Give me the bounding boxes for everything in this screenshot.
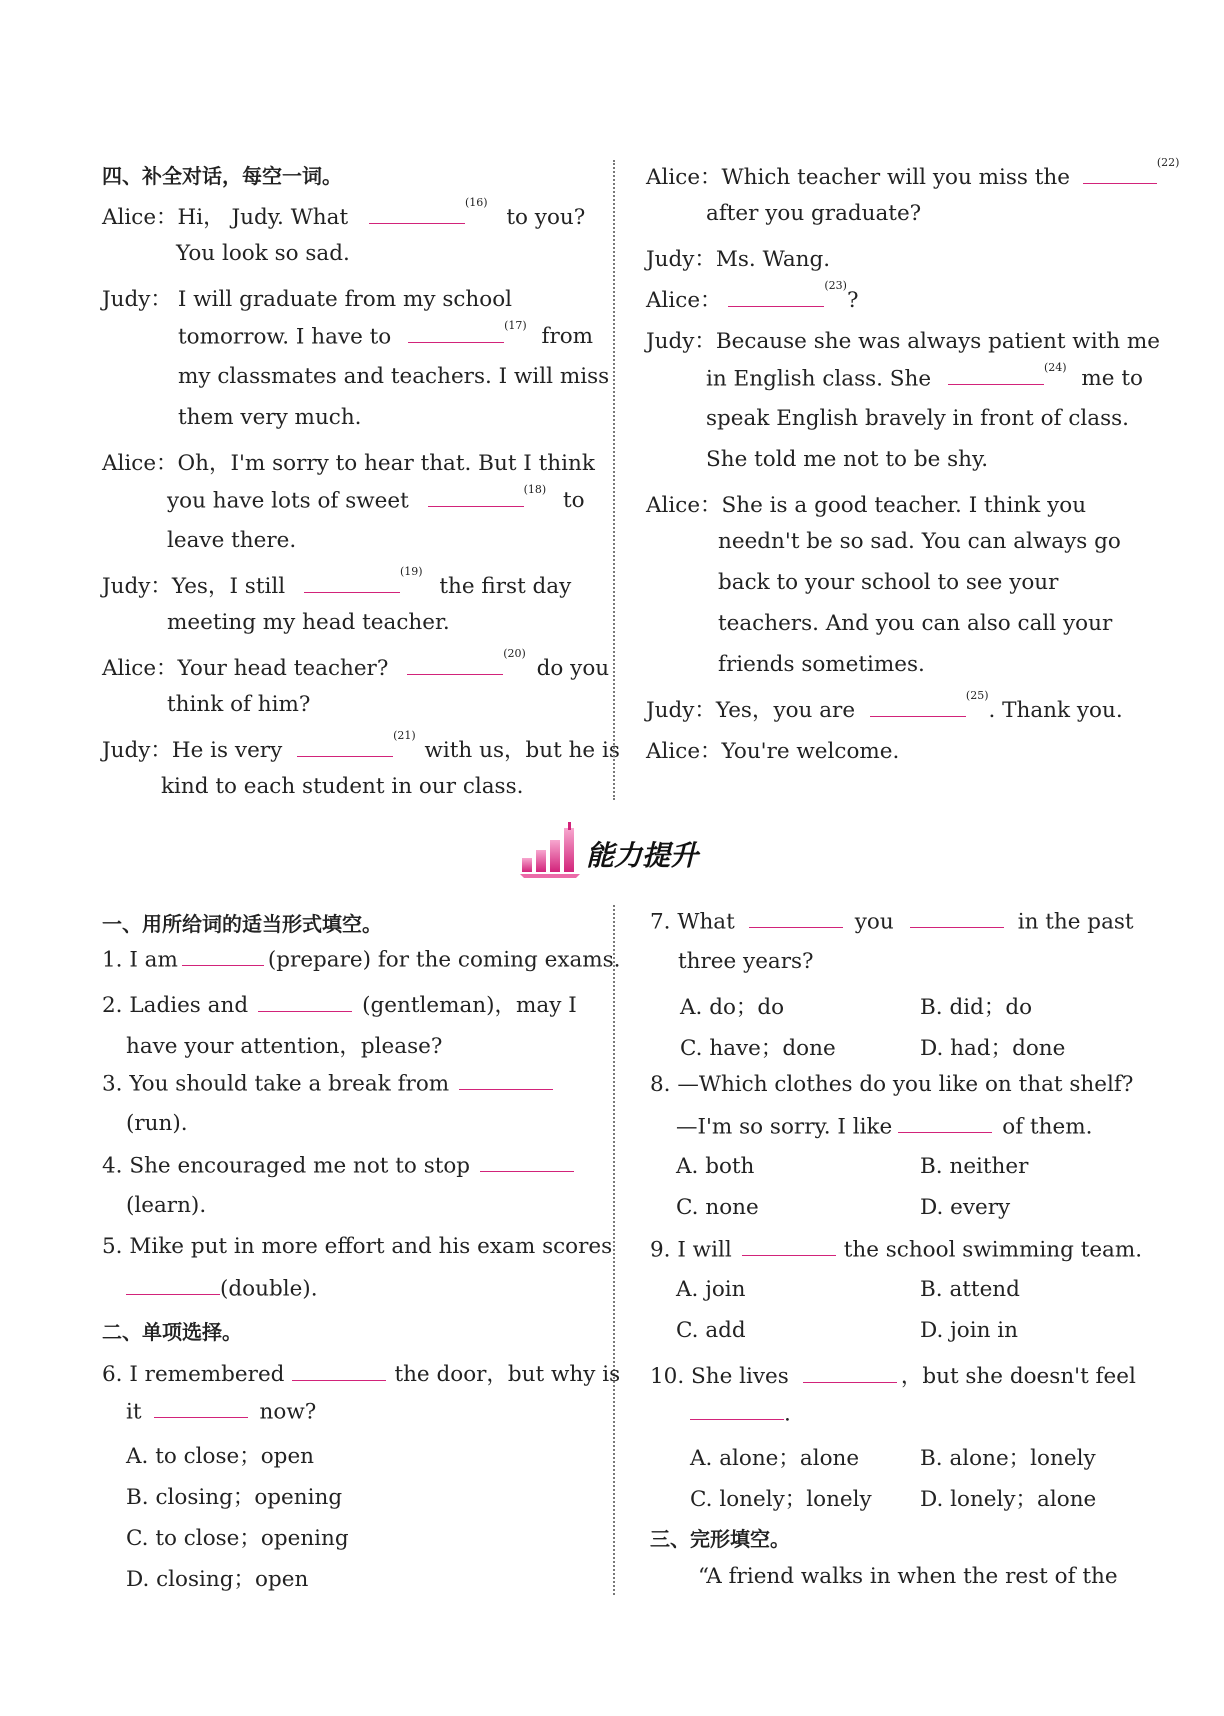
option-d[interactable]: D. closing；open: [126, 1567, 309, 1592]
option-b[interactable]: B. did；do: [920, 995, 1033, 1020]
answer-blank[interactable]: [690, 1400, 784, 1420]
answer-blank[interactable]: [154, 1398, 248, 1418]
question-8: 8. —Which clothes do you like on that shelf?: [650, 1072, 1134, 1097]
dialogue-line: needn't be so sad. You can always go: [718, 529, 1121, 554]
option-c[interactable]: C. none: [676, 1195, 759, 1220]
answer-blank-18[interactable]: [428, 487, 524, 507]
question-7: 7. What you in the past: [650, 909, 1134, 935]
question-3: 3. You should take a break from: [102, 1070, 553, 1096]
question-8-cont: —I'm so sorry. I like of them.: [676, 1114, 1093, 1140]
dialogue-line: Judy：Yes，I still $^{(19)}$ the first day: [102, 565, 572, 599]
answer-blank[interactable]: [258, 992, 352, 1012]
dialogue-line: Alice： $^{(23)}$?: [646, 279, 859, 313]
question-4-cont: (learn).: [126, 1193, 207, 1218]
option-c[interactable]: C. to close；opening: [126, 1526, 349, 1551]
answer-blank[interactable]: [742, 1236, 836, 1256]
answer-blank-21[interactable]: [297, 737, 393, 757]
answer-blank-17[interactable]: [408, 323, 504, 343]
column-divider-bottom: [613, 905, 615, 1595]
answer-blank[interactable]: [292, 1361, 386, 1381]
banner-title: 能力提升: [586, 839, 699, 872]
option-b[interactable]: B. alone；lonely: [920, 1446, 1096, 1471]
question-3-cont: (run).: [126, 1111, 188, 1136]
option-c[interactable]: C. lonely；lonely: [690, 1487, 872, 1512]
dialogue-line: after you graduate?: [706, 201, 922, 226]
question-1: 1. I am (prepare) for the coming exams.: [102, 947, 621, 973]
dialogue-line: you have lots of sweet $^{(18)}$ to: [167, 483, 585, 514]
dialogue-line: teachers. And you can also call your: [718, 611, 1113, 636]
option-a[interactable]: A. join: [676, 1277, 746, 1302]
question-7-cont: three years?: [678, 949, 814, 974]
question-2: 2. Ladies and (gentleman)，may I: [102, 993, 577, 1018]
part2-heading: 二、单项选择。: [102, 1320, 242, 1344]
dialogue-line: Alice：You're welcome.: [646, 739, 900, 764]
chart-logo-icon: [520, 822, 590, 878]
option-c[interactable]: C. add: [676, 1318, 746, 1343]
option-d[interactable]: D. every: [920, 1195, 1011, 1220]
question-9: 9. I will the school swimming team.: [650, 1237, 1143, 1263]
dialogue-line: think of him?: [167, 692, 311, 717]
option-b[interactable]: B. neither: [920, 1154, 1029, 1179]
answer-blank-22[interactable]: [1083, 164, 1157, 184]
answer-blank-19[interactable]: [304, 573, 400, 593]
option-c[interactable]: C. have；done: [680, 1036, 836, 1061]
dialogue-line: kind to each student in our class.: [161, 774, 524, 799]
answer-blank[interactable]: [182, 946, 264, 966]
option-d[interactable]: D. lonely；alone: [920, 1487, 1097, 1512]
option-b[interactable]: B. closing；opening: [126, 1485, 343, 1510]
question-10: 10. She lives ，but she doesn't feel: [650, 1364, 1136, 1389]
option-a[interactable]: A. do；do: [680, 995, 785, 1020]
option-a[interactable]: A. to close；open: [126, 1444, 315, 1469]
dialogue-line: friends sometimes.: [718, 652, 925, 677]
option-d[interactable]: D. had；done: [920, 1036, 1066, 1061]
dialogue-line: Alice：Oh，I'm sorry to hear that. But I think: [102, 451, 595, 476]
question-6-cont: it now?: [126, 1399, 317, 1425]
column-divider-top: [613, 160, 615, 800]
dialogue-line: You look so sad.: [176, 241, 350, 266]
answer-blank-24[interactable]: [948, 365, 1044, 385]
dialogue-line: back to your school to see your: [718, 570, 1059, 595]
cloze-paragraph: “A friend walks in when the rest of the: [698, 1564, 1118, 1589]
answer-blank-23[interactable]: [728, 287, 824, 307]
answer-blank[interactable]: [803, 1363, 897, 1383]
option-a[interactable]: A. both: [676, 1154, 755, 1179]
dialogue-line: Alice：She is a good teacher. I think you: [646, 493, 1087, 518]
answer-blank[interactable]: [898, 1113, 992, 1133]
answer-blank[interactable]: [480, 1152, 574, 1172]
dialogue-line: Judy：Ms. Wang.: [646, 247, 831, 272]
option-d[interactable]: D. join in: [920, 1318, 1019, 1343]
answer-blank[interactable]: [126, 1275, 220, 1295]
dialogue-line: Alice：Hi， Judy. What $^{(16)}$ to you?: [102, 196, 586, 230]
dialogue-line: Judy：He is very $^{(21)}$ with us，but he is: [102, 729, 620, 763]
dialogue-line: She told me not to be shy.: [706, 447, 989, 472]
question-10-cont: .: [690, 1400, 791, 1426]
answer-blank[interactable]: [910, 908, 1004, 928]
question-5-cont: (double).: [126, 1275, 318, 1301]
option-b[interactable]: B. attend: [920, 1277, 1020, 1302]
dialogue-line: my classmates and teachers. I will miss: [178, 364, 610, 389]
question-2-cont: have your attention，please?: [126, 1034, 443, 1059]
dialogue-line: leave there.: [167, 528, 297, 553]
part3-heading: 三、完形填空。: [650, 1527, 790, 1551]
question-6: 6. I remembered the door，but why is: [102, 1362, 621, 1387]
answer-blank[interactable]: [749, 908, 843, 928]
dialogue-line: Judy：Because she was always patient with me: [646, 329, 1161, 354]
dialogue-line: in English class. She $^{(24)}$ me to: [706, 361, 1143, 392]
dialogue-line: tomorrow. I have to $^{(17)}$ from: [178, 319, 594, 350]
part1-heading: 一、用所给词的适当形式填空。: [102, 912, 382, 936]
section4-heading: 四、补全对话，每空一词。: [102, 164, 342, 188]
dialogue-line: them very much.: [178, 405, 362, 430]
dialogue-line: Alice：Which teacher will you miss the $^{(22)}$: [646, 156, 1180, 190]
question-5: 5. Mike put in more effort and his exam scores: [102, 1234, 613, 1259]
dialogue-line: meeting my head teacher.: [167, 610, 450, 635]
dialogue-line: speak English bravely in front of class.: [706, 406, 1129, 431]
answer-blank-16[interactable]: [369, 204, 465, 224]
answer-blank-20[interactable]: [407, 655, 503, 675]
dialogue-line: Judy：Yes，you are $^{(25)}$. Thank you.: [646, 689, 1123, 723]
option-a[interactable]: A. alone；alone: [690, 1446, 860, 1471]
answer-blank[interactable]: [459, 1070, 553, 1090]
question-4: 4. She encouraged me not to stop: [102, 1152, 574, 1178]
answer-blank-25[interactable]: [870, 697, 966, 717]
dialogue-line: Alice：Your head teacher? $^{(20)}$ do you: [102, 647, 610, 681]
dialogue-line: Judy： I will graduate from my school: [102, 287, 513, 312]
